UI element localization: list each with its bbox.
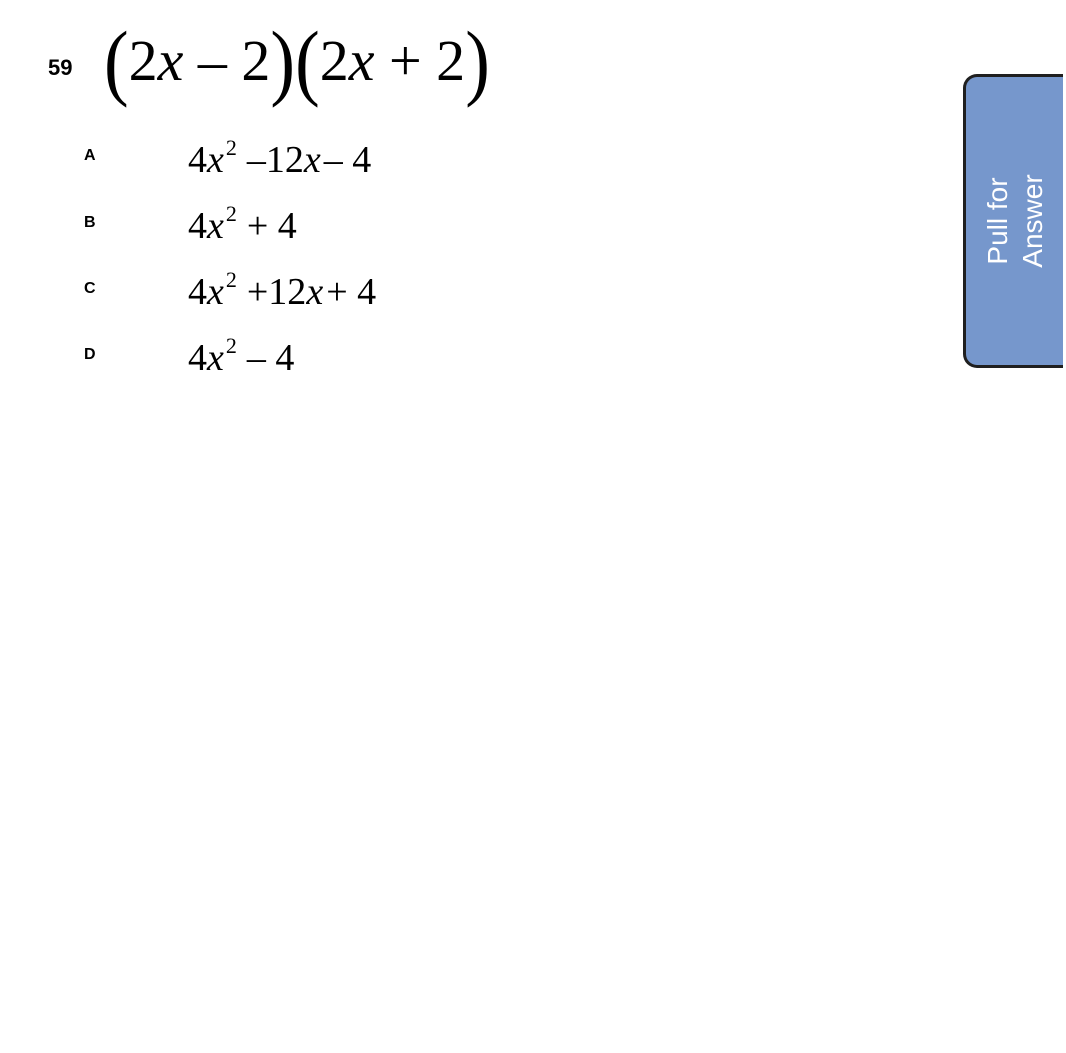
constant-term: – 4 (246, 337, 295, 379)
constant-term: – 4 (323, 139, 372, 181)
pull-for-answer-label (980, 174, 1050, 267)
exponent: 2 (225, 333, 237, 358)
close-paren: ) (465, 14, 490, 110)
term-constant: – 2 (183, 28, 271, 93)
choice-a-expression[interactable] (188, 135, 374, 182)
coefficient: 4 (188, 139, 207, 181)
question-number: 59 (48, 55, 73, 80)
choice-d-letter[interactable]: D (84, 346, 96, 363)
constant-term: + 4 (246, 205, 297, 247)
pull-for-answer-tab[interactable] (963, 74, 1063, 368)
coefficient: 4 (188, 205, 207, 247)
term-constant: + 2 (374, 28, 466, 93)
variable: x (207, 271, 224, 313)
choice-b-letter[interactable]: B (84, 214, 96, 231)
variable: x (303, 139, 321, 181)
exponent: 2 (225, 201, 237, 226)
choice-b-expression[interactable] (188, 201, 297, 248)
tab-label-line2: Answer (1016, 174, 1048, 268)
question-expression (104, 14, 490, 110)
term-variable: x (348, 28, 375, 93)
exponent: 2 (225, 267, 237, 292)
middle-term: –12 (246, 139, 304, 181)
term-coefficient: 2 (319, 28, 349, 93)
variable: x (306, 271, 324, 313)
choice-a-letter[interactable]: A (84, 147, 96, 164)
variable: x (207, 205, 224, 247)
open-paren: ( (104, 14, 129, 110)
term-variable: x (157, 28, 184, 93)
middle-term: +12 (246, 271, 307, 313)
choice-d-expression[interactable] (188, 333, 294, 380)
variable: x (207, 139, 224, 181)
coefficient: 4 (188, 271, 207, 313)
term-coefficient: 2 (128, 28, 158, 93)
exponent: 2 (225, 135, 237, 160)
coefficient: 4 (188, 337, 207, 379)
variable: x (207, 337, 224, 379)
choice-c-expression[interactable] (188, 267, 379, 314)
open-paren: ( (295, 14, 320, 110)
close-paren: ) (270, 14, 296, 110)
tab-label-line1: Pull for (981, 177, 1013, 265)
constant-term: + 4 (326, 271, 377, 313)
choice-c-letter[interactable]: C (84, 280, 96, 297)
